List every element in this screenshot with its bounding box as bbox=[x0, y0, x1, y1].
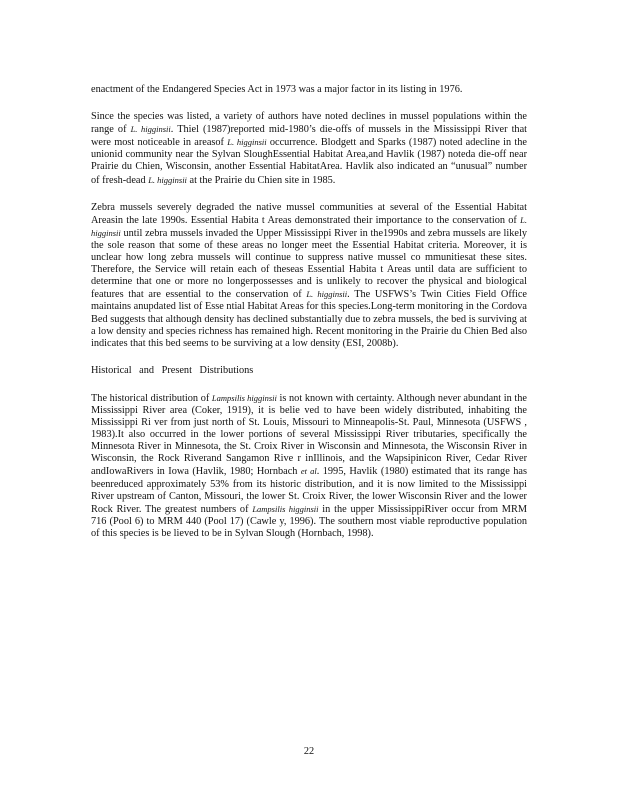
italic-species-name: L. higginsii bbox=[306, 289, 348, 300]
text-run: occurrence. Blodgett and Sparks (1987) noted adecline in the unionid community near the Sylvan SloughEssential Habitat Area,and Havlik (1987) noteda die-off near Prairie du Chien, Wisconsin, another Essential HabitatArea. Havlik also indicated an “unusual” number of fresh-dead bbox=[91, 137, 527, 186]
section-heading bbox=[91, 365, 527, 377]
text-run: in the upper MississippiRiver occur from MRM 716 (Pool 6) to MRM 440 (Pool 17) (Cawle y, 1996). The southern most viable reproductive population of this species is be lieved to be in Sylvan Slough (Hornbach, 1998). bbox=[91, 503, 527, 539]
text-run: The historical distribution of bbox=[91, 392, 212, 404]
italic-species-name: Lampsilis higginsii bbox=[211, 392, 277, 403]
paragraph bbox=[91, 202, 527, 350]
text-run: until zebra mussels invaded the Upper Mississippi River in the1990s and zebra mussels are likely the sole reason that some of these areas no longer meet the Essential Habitat criteria. Moreover, it is unclear how long zebra mussels will continue to suppress native mussel co mmunitiesat these sites. Therefore, the Service will retain each of theseas Essential Habita t Areas until data are sufficient to determine that one or more no longerpossesses and is unlikely to recover the physical and biological features that are essential to the conservation of bbox=[91, 227, 527, 301]
italic-species-name: L. higginsii bbox=[148, 174, 187, 185]
text-run: Historical and Present Distributions bbox=[91, 364, 254, 376]
body-text bbox=[91, 84, 527, 555]
text-run: . Thiel (1987)reported mid-1980’s die-offs of mussels in the Mississippi River that were most noticeable in areasof bbox=[91, 124, 528, 149]
page-number: 22 bbox=[303, 746, 315, 757]
italic-species-name: et al bbox=[300, 466, 317, 477]
text-run: is not known with certainty. Although never abundant in the Mississippi River area (Coker, 1919), it is belie ved to have been widely distributed, inhabiting the Mississippi Ri ver from just north of St. Louis, Missouri to Minneapolis-St. Paul, Minnesota (USFWS , 1983).It also occurred in the lower portions of several Mississippi River tributaries, specifically the Minnesota River in Minnesota, the St. Croix River in Wisconsin and Minnesota, the Wisconsin River in Wisconsin, the Rock Riverand Sangamon Rive r inIllinois, and the Wapsipinicon River, Cedar River andIowaRivers in Iowa (Havlik, 1980; Hornbach bbox=[91, 392, 527, 478]
text-run: . 1995, Havlik (1980) estimated that its range has beenreduced approximately 53% from its historic distribution, and it is now limited to the Mississippi River upstream of Canton, Missouri, the lower St. Croix River, the lower Wisconsin River and the lower Rock River. The greatest numbers of bbox=[91, 466, 527, 515]
italic-species-name: L. higginsii bbox=[227, 137, 267, 148]
text-run: at the Prairie du Chien site in 1985. bbox=[186, 174, 336, 186]
paragraph bbox=[91, 392, 527, 540]
text-run: Since the species was listed, a variety of authors have noted declines in mussel populations within the range of bbox=[91, 111, 527, 136]
paragraph bbox=[91, 111, 527, 187]
paragraph bbox=[91, 84, 527, 96]
text-run: Zebra mussels severely degraded the native mussel communities at several of the Essential Habitat Areasin the late 1990s. Essential Habita t Areas demonstrated their importance to the conservation of bbox=[91, 201, 527, 226]
text-run: . The USFWS’s Twin Cities Field Office maintains anupdated list of Esse ntial Habitat Areas for this species.Long-term monitoring in the Cordova Bed suggests that although density has declined substantially due to zebra mussels, the bed is surviving at a low density and species richness has remained high. Recent monitoring in the Prairie du Chien Bed also indicates that this bed seems to be surviving at a low density (ESI, 2008b). bbox=[91, 289, 527, 349]
italic-species-name: L. higginsii bbox=[130, 124, 171, 135]
italic-species-name: L. higginsii bbox=[91, 214, 527, 238]
text-run: enactment of the Endangered Species Act in 1973 was a major factor in its listing in 1976. bbox=[91, 84, 463, 95]
italic-species-name: Lampsilis higginsii bbox=[252, 503, 319, 514]
